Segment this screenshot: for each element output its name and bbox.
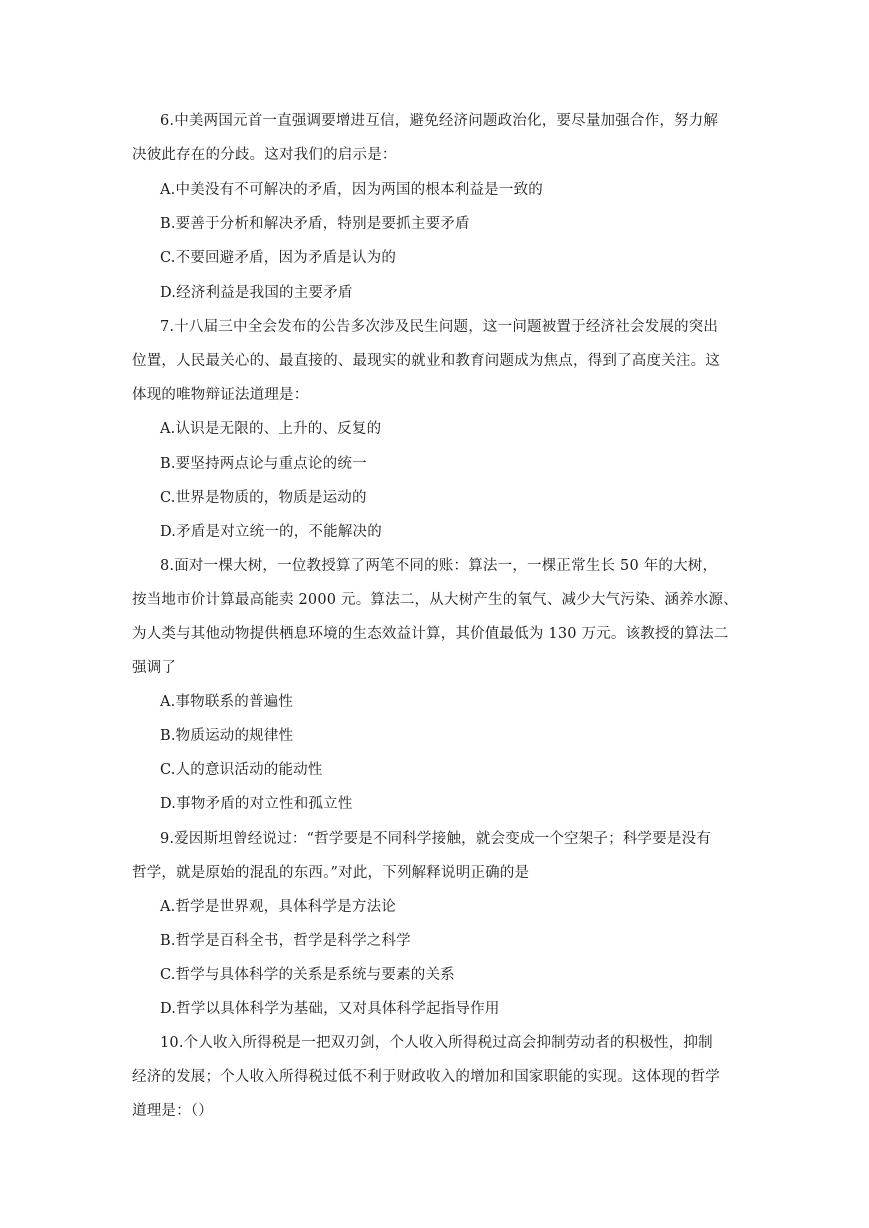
question-10-stem-line-1: 10.个人收入所得税是一把双刃剑，个人收入所得税过高会抑制劳动者的积极性，抑制: [160, 1035, 713, 1051]
question-8-option-a: A.事物联系的普遍性: [160, 694, 294, 710]
question-8-stem-line-2: 按当地市价计算最高能卖 2000 元。算法二，从大树产生的氧气、减少大气污染、涵养水源、: [132, 592, 738, 608]
question-9-option-a: A.哲学是世界观，具体科学是方法论: [160, 899, 396, 915]
question-8-option-c: C.人的意识活动的能动性: [160, 762, 323, 778]
question-7-stem-line-3: 体现的唯物辩证法道理是：: [132, 387, 309, 403]
question-9-stem-line-1: 9.爱因斯坦曾经说过：“哲学要是不同科学接触，就会变成一个空架子；科学要是没有: [160, 831, 712, 847]
question-8-option-d: D.事物矛盾的对立性和孤立性: [160, 796, 353, 812]
question-6-stem-line-2: 决彼此存在的分歧。这对我们的启示是：: [132, 147, 397, 163]
question-7-stem-line-1: 7.十八届三中全会发布的公告多次涉及民生问题，这一问题被置于经济社会发展的突出: [160, 319, 719, 335]
question-6-stem-line-1: 6.中美两国元首一直强调要增进互信，避免经济问题政治化，要尽量加强合作，努力解: [160, 113, 719, 129]
question-7-stem-line-2: 位置，人民最关心的、最直接的、最现实的就业和教育问题成为焦点，得到了高度关注。这: [132, 353, 720, 369]
question-7-option-d: D.矛盾是对立统一的，不能解决的: [160, 524, 382, 540]
question-9-option-b: B.哲学是百科全书，哲学是科学之科学: [160, 933, 411, 949]
question-7-option-a: A.认识是无限的、上升的、反复的: [160, 421, 382, 437]
question-6-option-b: B.要善于分析和解决矛盾，特别是要抓主要矛盾: [160, 216, 470, 232]
question-7-option-b: B.要坚持两点论与重点论的统一: [160, 456, 367, 472]
question-10-stem-line-3: 道理是：（）: [132, 1103, 213, 1119]
question-9-stem-line-2: 哲学，就是原始的混乱的东西。”对此，下列解释说明正确的是: [132, 865, 530, 881]
question-8-stem-line-4: 强调了: [132, 660, 177, 676]
question-9-option-c: C.哲学与具体科学的关系是系统与要素的关系: [160, 967, 455, 983]
question-9-option-d: D.哲学以具体科学为基础，又对具体科学起指导作用: [160, 1001, 500, 1017]
question-10-stem-line-2: 经济的发展；个人收入所得税过低不利于财政收入的增加和国家职能的实现。这体现的哲学: [132, 1069, 720, 1085]
question-8-option-b: B.物质运动的规律性: [160, 728, 294, 744]
question-8-stem-line-3: 为人类与其他动物提供栖息环境的生态效益计算，其价值最低为 130 万元。该教授的算法二: [132, 626, 729, 642]
question-6-option-c: C.不要回避矛盾，因为矛盾是认为的: [160, 250, 397, 266]
question-8-stem-line-1: 8.面对一棵大树，一位教授算了两笔不同的账：算法一，一棵正常生长 50 年的大树，: [160, 558, 718, 574]
question-6-option-d: D.经济利益是我国的主要矛盾: [160, 285, 353, 301]
question-6-option-a: A.中美没有不可解决的矛盾，因为两国的根本利益是一致的: [160, 182, 543, 198]
question-7-option-c: C.世界是物质的，物质是运动的: [160, 490, 367, 506]
